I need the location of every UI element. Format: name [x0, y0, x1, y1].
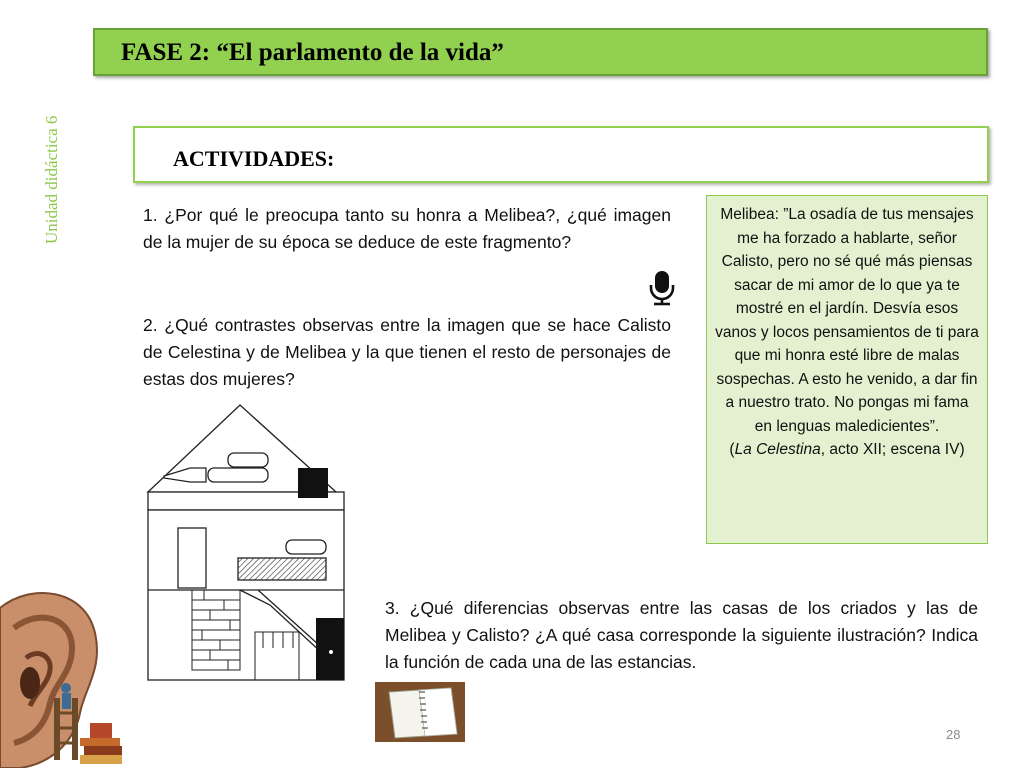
- question-2: 2. ¿Qué contrastes observas entre la imagen que se hace Calisto de Celestina y de Melibea y la que tienen el resto de personajes de estas dos mujeres?: [143, 315, 671, 389]
- quote-source: (La Celestina, acto XII; escena IV): [729, 441, 965, 458]
- activities-heading: ACTIVIDADES:: [173, 146, 335, 171]
- microphone-icon[interactable]: [648, 270, 676, 306]
- unit-label: Unidad didáctica 6: [42, 115, 61, 244]
- page-number: 28: [946, 727, 961, 742]
- activities-box: [133, 126, 989, 183]
- house-illustration: [140, 400, 350, 682]
- page-title: FASE 2: “El parlamento de la vida”: [121, 39, 504, 66]
- title-bar: [93, 28, 988, 76]
- quote-text: Melibea: ”La osadía de tus mensajes me ha forzado a hablarte, señor Calisto, pero no sé qué más piensas sacar de mi amor de lo que ya te mostré en el jardín. Desvía esos vanos y locos pensamientos de ti para que mi honra esté libre de malas sospechas. A esto he venido, a dar fin a nuestro trato. No pongas mi fama en lenguas maledicientes”.: [715, 206, 979, 435]
- ear-illustration: [0, 588, 124, 768]
- question-3: 3. ¿Qué diferencias observas entre las casas de los criados y las de Melibea y Calisto? ¿A qué casa corresponde la siguiente ilustración? Indica la función de cada una de las estancias.: [385, 598, 978, 672]
- notebook-illustration: [375, 682, 465, 742]
- question-1: 1. ¿Por qué le preocupa tanto su honra a Melibea?, ¿qué imagen de la mujer de su época se deduce de este fragmento?: [143, 205, 671, 252]
- quote-box: [706, 195, 988, 544]
